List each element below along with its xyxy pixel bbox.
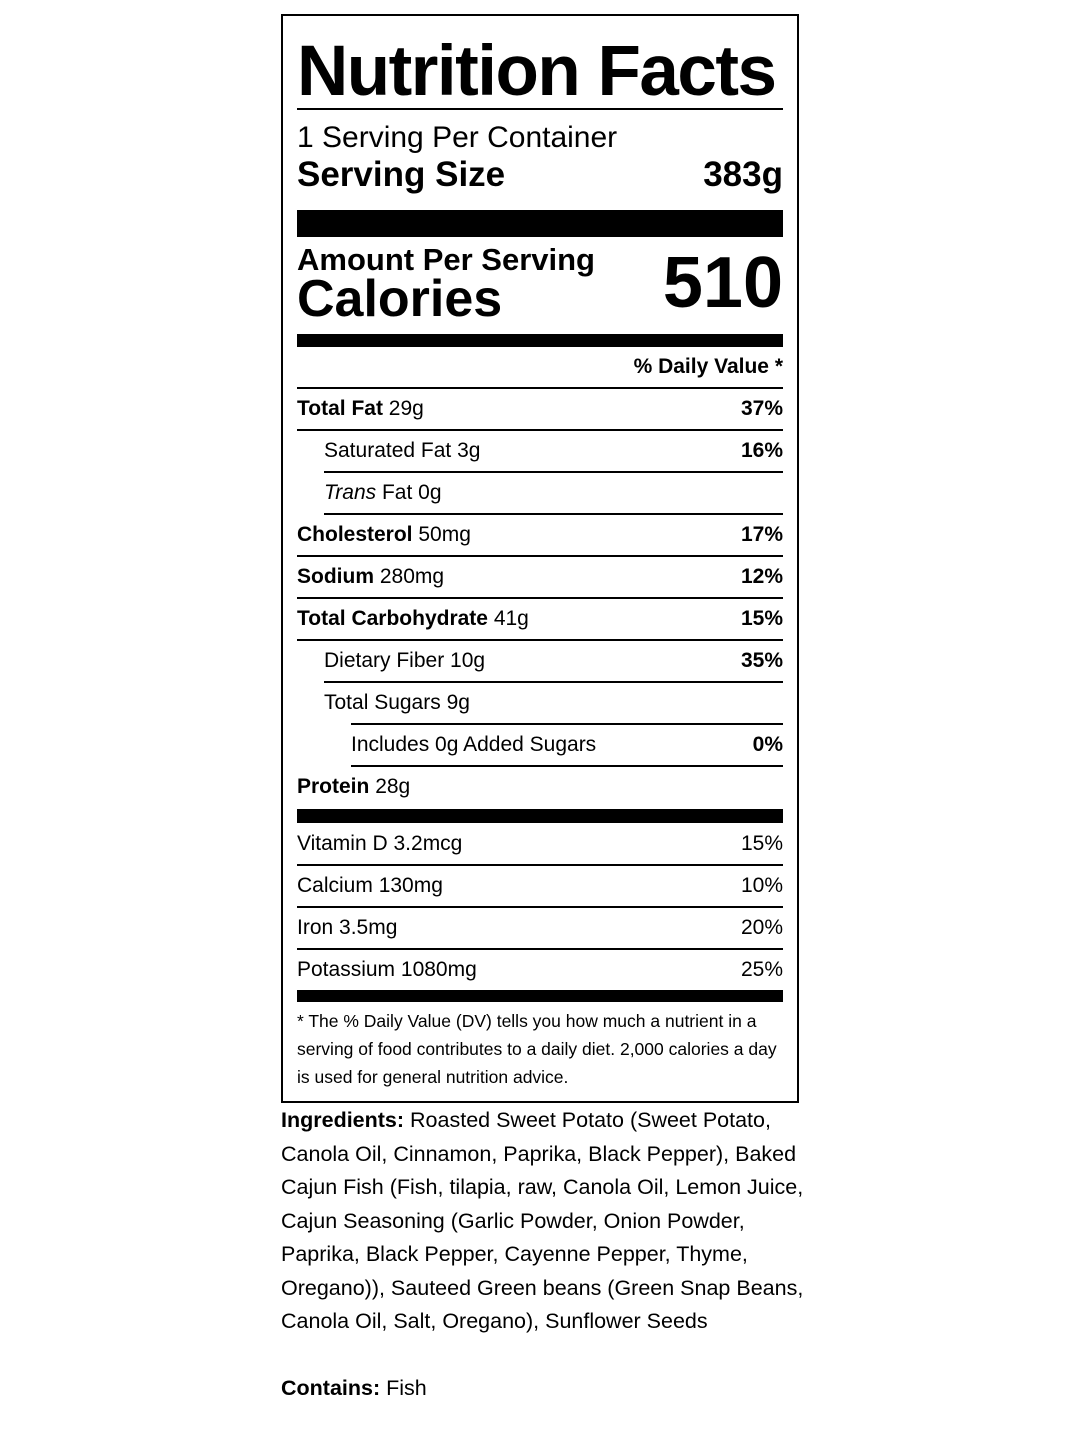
serving-size-row: [297, 156, 783, 194]
nutrient-name: Total Sugars: [324, 691, 441, 714]
nutrient-name: Saturated Fat: [324, 439, 452, 462]
nutrient-row-dietary-fiber: [324, 641, 783, 683]
vitamin-dv: 20%: [740, 916, 783, 939]
vitamin-amount: 3.2mcg: [393, 831, 463, 855]
nutrient-dv: 15%: [740, 607, 783, 630]
contains-label: Contains:: [281, 1376, 381, 1400]
nutrient-amount: 29g: [388, 397, 424, 420]
medium-divider: [297, 334, 783, 347]
nutrient-name: Cholesterol: [297, 523, 413, 546]
nutrient-amount: 0g: [418, 481, 442, 504]
nutrient-row-cholesterol: [297, 515, 783, 557]
vitamin-name: Calcium: [297, 874, 373, 897]
vitamin-amount: 3.5mg: [339, 916, 398, 939]
nutrient-dv: 12%: [740, 565, 783, 588]
calories-label: Calories: [297, 270, 503, 328]
daily-value-header: % Daily Value *: [633, 355, 783, 378]
nutrient-row-sodium: [297, 557, 783, 599]
vitamin-amount: 130mg: [378, 874, 443, 897]
thick-divider: [297, 210, 783, 237]
nutrient-row-added-sugars: [351, 725, 783, 767]
vitamin-row-potassium: [297, 950, 783, 990]
nutrient-name: Total Carbohydrate: [297, 607, 488, 630]
daily-value-footnote: * The % Daily Value (DV) tells you how much a nutrient in a serving of food contributes to a daily diet. 2,000 calories a day is used for general nutrition advice.: [297, 1011, 777, 1087]
vitamin-row-iron: [297, 908, 783, 950]
footer-divider: [297, 990, 783, 1002]
ingredients-label: Ingredients:: [281, 1108, 405, 1132]
ingredients-text: Roasted Sweet Potato (Sweet Potato, Canola Oil, Cinnamon, Paprika, Black Pepper), Baked Cajun Fish (Fish, tilapia, raw, Canola Oil, Lemon Juice, Cajun Seasoning (Garlic Powder, Onion Powder, Paprika, Black Pepper, Cayenne Pepper, Thyme, Oregano)), Sauteed Green beans (Green Snap Beans, Canola Oil, Salt, Oregano), Sunflower Seeds: [281, 1108, 804, 1333]
amount-per-serving: Amount Per Serving: [297, 242, 595, 277]
nutrient-row-protein: [297, 767, 783, 807]
vitamin-dv: 25%: [740, 958, 783, 981]
nutrient-name: Protein: [297, 775, 370, 798]
nutrient-row-total-fat: [297, 389, 783, 431]
vitamin-name: Iron: [297, 916, 334, 939]
vitamin-name: Vitamin D: [297, 831, 388, 855]
vitamin-dv: 10%: [740, 874, 783, 897]
vitamin-list: [297, 823, 783, 990]
servings-per-container: 1 Serving Per Container: [297, 121, 618, 154]
serving-size-label: Serving Size: [297, 155, 506, 194]
nutrient-name: Sodium: [297, 565, 374, 588]
nutrition-facts-label: [281, 14, 799, 1103]
nutrient-amount: 280mg: [379, 565, 445, 588]
nutrient-dv: 16%: [740, 439, 783, 462]
contains-text: Fish: [386, 1376, 427, 1400]
nutrient-amount: 41g: [493, 607, 529, 630]
nutrient-name: Includes 0g Added Sugars: [351, 733, 597, 756]
nutrient-amount: 50mg: [418, 523, 471, 546]
calories-block: [297, 237, 783, 334]
vitamin-dv: 15%: [740, 831, 783, 855]
vitamin-amount: 1080mg: [400, 958, 477, 981]
nutrient-name: Total Fat: [297, 397, 383, 420]
nutrient-list: [297, 387, 783, 807]
nutrient-dv: 37%: [740, 397, 783, 420]
calories-value: 510: [662, 243, 783, 323]
vitamin-name: Potassium: [297, 958, 396, 981]
nutrient-amount: 9g: [446, 691, 470, 714]
nutrient-row-total-carbohydrate: [297, 599, 783, 641]
nutrient-name: Dietary Fiber: [324, 649, 445, 672]
vitamin-row-calcium: [297, 866, 783, 908]
vitamin-row-vitamin-d: [297, 823, 783, 866]
nutrient-name: Trans: [324, 481, 377, 504]
nutrient-name-rest: Fat: [381, 481, 413, 504]
nutrient-amount: 10g: [450, 649, 486, 672]
nutrient-dv: 17%: [740, 523, 783, 546]
nutrient-dv: 0%: [752, 733, 783, 756]
nutrient-row-saturated-fat: [324, 431, 783, 473]
ingredients-statement: [281, 1104, 811, 1339]
nutrient-amount: 28g: [375, 775, 411, 798]
serving-size-value: 383g: [703, 155, 783, 194]
medium-divider: [297, 809, 783, 823]
nutrient-row-total-sugars: [324, 683, 783, 723]
nutrient-dv: 35%: [740, 649, 783, 672]
nutrient-row-trans-fat: [324, 473, 783, 515]
label-title: Nutrition Facts: [297, 32, 776, 111]
allergen-statement: [281, 1372, 427, 1406]
nutrient-amount: 3g: [457, 439, 481, 462]
